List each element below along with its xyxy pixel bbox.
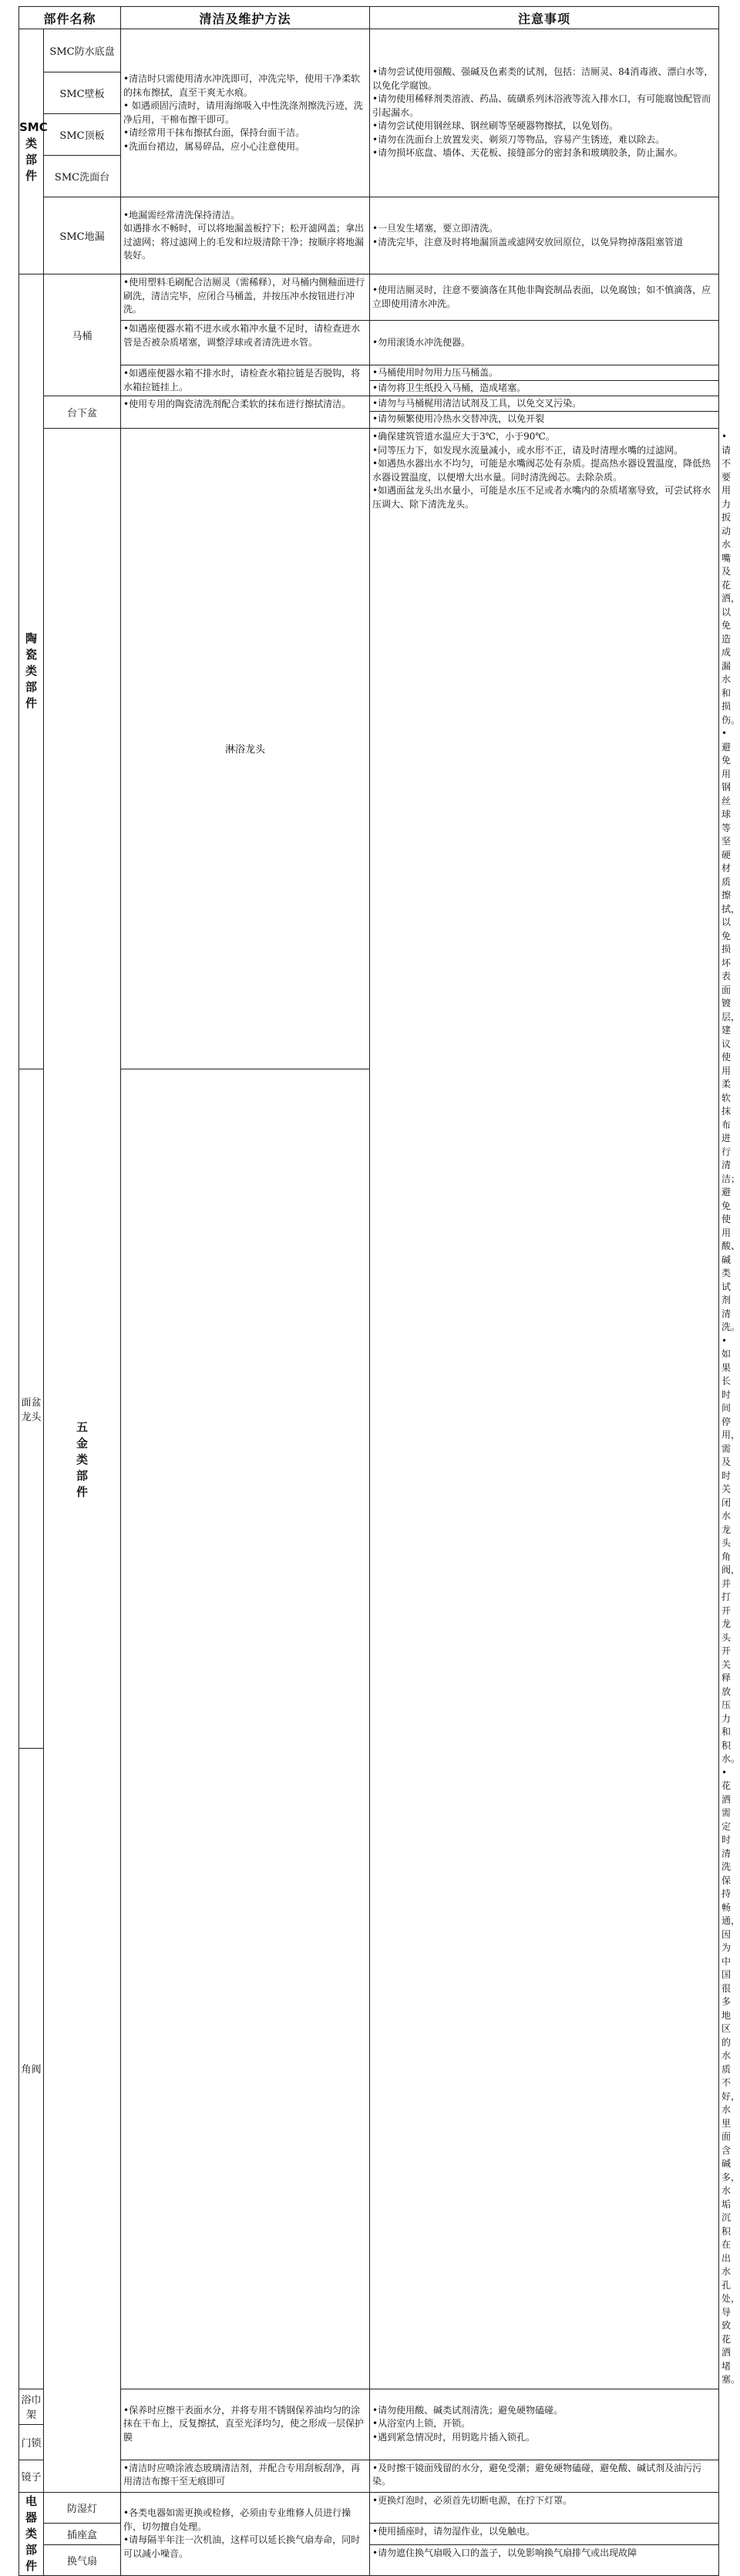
notes-toilet-hot-water [370, 321, 719, 365]
part-smc-top: SMC顶板 [44, 114, 121, 156]
bullet-item: •请勿与马桶梶用清洁试剂及工具，以免交叉污染。 [372, 398, 582, 409]
method-smc [121, 29, 370, 197]
part-socket-box: 插座盒 [44, 2523, 121, 2544]
method-rack-lock [121, 2389, 370, 2460]
method-toilet-drain [121, 365, 370, 396]
notes-toilet-paper [370, 381, 718, 396]
part-smc-base: SMC防水底盘 [44, 29, 121, 72]
bullet-item: •请勿使用稀释剂类溶液、药品、硫磺系列沐浴液等流入排水口，有可能腐蚀配管而引起漏水。 [372, 93, 711, 118]
part-door-lock: 门锁 [19, 2424, 44, 2460]
notes-under-basin-tools [370, 396, 718, 412]
bullet-item: •使用插座时，请勿湿作业，以免触电。 [372, 2525, 536, 2537]
notes-smc-drain [370, 197, 719, 274]
part-smc-wall: SMC壁板 [44, 72, 121, 114]
bullet-item: •请经常用干抹布擦拭台面，保持台面干洁。 [123, 127, 305, 138]
part-under-basin: 台下盆 [44, 396, 121, 429]
part-fan: 换气扇 [44, 2544, 121, 2575]
method-smc-drain [121, 197, 370, 274]
bullet-item: •如遇热水器出水不均匀，可能是水嘴阀芯处有杂质。提高热水器设置温度，降低热水器设置温度，以便增大出水量。同时清洗阀芯。去除杂质。 [372, 458, 711, 483]
notes-toilet-split [370, 365, 719, 396]
bullet-item: •清洗完毕，注意及时将地漏顶盖或滤网安放回原位，以免异物掉落阻塞管道 [372, 236, 684, 247]
category-smc: SMC 类 部 件 [19, 29, 44, 274]
bullet-item: •及时擦干镜面残留的水分，避免受潮；避免硬物磕碰，避免酸、碱试剂及油污污染。 [372, 2462, 702, 2487]
notes-under-basin-temp [370, 412, 718, 426]
bullet-item: •遇到紧急情况时，用钥匙片插入锁孔。 [372, 2431, 536, 2443]
category-hardware: 五 金 类 部 件 [44, 429, 121, 2493]
bullet-item: •请勿尝试使用钢丝球、钢丝刷等坚硬器物擦拭，以免划伤。 [372, 120, 619, 132]
bullet-item: •请勿将卫生纸投入马桶，造成堵塞。 [372, 382, 526, 393]
bullet-item: • 如遇顽固污渍时，请用海绵吸入中性洗涤剂擦洗污迹，洗净后用，干棉布擦干即可。 [123, 100, 363, 125]
method-under-basin [121, 396, 370, 429]
bullet-item: •请勿尝试使用强酸、强碱及色素类的试剂，包括：洁厕灵、84消毒液、漂白水等，以免化学腐蚀。 [372, 66, 714, 91]
notes-smc [370, 29, 719, 197]
part-mirror: 镜子 [19, 2460, 44, 2492]
header-part-name: 部件名称 [19, 7, 121, 29]
bullet-item: •洗面台裙边，属易碎品，应小心注意使用。 [123, 140, 305, 152]
bullet-item: •马桶使用时勿用力压马桶盖。 [372, 367, 499, 378]
bullet-item: •使用洁厕灵时，注意不要滴落在其他非陶瓷制品表面，以免腐蚀；如不慎滴落，应立即使用清水冲洗。 [372, 285, 711, 309]
bullet-item: •勿用滚烫水冲洗便器。 [372, 336, 471, 348]
part-toilet: 马桶 [44, 274, 121, 396]
bullet-item: •各类电器如需更换或检修，必须由专业维修人员进行操作，切勿擅自处理。 [123, 2507, 352, 2532]
part-basin-tap: 面盆龙头 [19, 1069, 44, 1748]
bullet-item: •使用塑料毛刷配合洁厕灵（需稀释），对马桶内侧釉面进行刷洗，清洁完毕，应闭合马桶盖，并按压冲水按钮进行冲洗。 [123, 277, 365, 315]
bullet-item: •请勿频繁使用冷热水交替冲洗，以免开裂 [372, 413, 545, 424]
bullet-item: •请勿使用酸、碱类试剂清洗；避免硬物磕碰。 [372, 2404, 563, 2416]
bullet-item: •地漏需经常清洗保持清洁。 [123, 209, 240, 221]
notes-toilet-cleaner [370, 274, 719, 321]
table-header-row [19, 7, 719, 29]
header-method: 清洁及维护方法 [121, 7, 370, 29]
method-electric [121, 2492, 370, 2575]
bullet-item: •一旦发生堵塞，要立即清洗。 [372, 223, 499, 234]
bullet-item: •请每隔半年注一次机油，这样可以延长换气扇寿命，同时可以减小噪音。 [123, 2534, 361, 2559]
part-shower-tap: 淋浴龙头 [121, 429, 370, 1069]
bullet-item: •同等压力下，如发现水流量减小，或水形不正，请及时清理水嘴的过滤网。 [372, 444, 684, 456]
method-toilet-brush [121, 274, 370, 321]
bullet-item: •如遇座便器水箱不排水时，请检查水箱拉链是否脱钩，将水箱拉链挂上。 [123, 368, 361, 392]
part-smc-basin: SMC洗面台 [44, 156, 121, 197]
bullet-item: •清洁时应喷涂液态玻璃清洁剂，并配合专用刮板刮净，再用清洁布擦干至无痕即可 [123, 2462, 361, 2487]
notes-toilet-lid [370, 365, 718, 381]
bullet-item: •请勿在洗面台上放置发夹、剃须刀等物品，容易产生锈迹，难以除去。 [372, 133, 665, 145]
method-taps [370, 429, 719, 2389]
notes-socket [370, 2523, 719, 2544]
bullet-item: •如遇座便器水箱不进水或水箱冲水量不足时，请检查进水管是否被杂质堵塞，调整浮球或者清洗进水管。 [123, 323, 361, 348]
bullet-item: •如遇面盆龙头出水量小，可能是水压不足或者水嘴内的杂质堵塞导致，可尝试将水压调大、除下清洗龙头。 [372, 485, 711, 510]
method-toilet-inlet [121, 321, 370, 365]
method-mirror [121, 2460, 370, 2492]
bullet-item: •从浴室内上锁，开锁。 [372, 2418, 471, 2430]
category-electric: 电 器 类 部 件 [19, 2492, 44, 2575]
bullet-item: •保养时应擦干表面水分，并将专用不锈钢保养油均匀的涂抹在干布上，反复擦拭，直至光泽均匀，使之形成一层保护膜 [123, 2404, 365, 2443]
bullet-item: •更换灯泡时，必须首先切断电源，在拧下灯罩。 [372, 2494, 573, 2506]
notes-fan [370, 2544, 719, 2575]
header-notes: 注意事项 [370, 7, 719, 29]
part-angle-valve: 角阀 [19, 1748, 44, 2389]
notes-mirror [370, 2460, 719, 2492]
part-moisture-lamp: 防湿灯 [44, 2492, 121, 2523]
part-towel-rack: 浴巾架 [19, 2389, 44, 2424]
bullet-item: •请勿遮住换气扇吸入口的盖子，以免影响换气扇排气或出现故障 [372, 2547, 637, 2558]
bullet-item: 如遇排水不畅时，可以将地漏盖板拧下；松开滤网盖；拿出过滤网；将过滤网上的毛发和垃圾清除干净；按顺序将地漏装好。 [123, 223, 365, 261]
notes-lamp [370, 2492, 719, 2523]
notes-under-basin-split [370, 396, 719, 429]
category-ceramic: 陶 瓷 类 部 件 [19, 274, 44, 1069]
notes-rack-lock [370, 2389, 719, 2460]
maintenance-table: 部件名称 清洁及维护方法 注意事项 SMC 类 部 件 SMC防水底盘 •清洁时只需使用清水冲洗即可，冲洗完毕，使用干净柔软的抹布擦拭，直至干爽无水痕。 • 如遇顽固污渍时，请用海绵吸入中性洗涤剂擦洗污迹，洗净后用，干棉布擦干即可。 •请经常用干抹布擦拭台面，保持台面干洁。 •洗面台裙边，属易碎品，应小心注意使用。 •请勿尝试使用强酸、强碱及色素类的试剂，包括：洁厕灵、84消毒液、漂白水等，以免化学腐蚀。 •请勿使用稀释剂类溶液、药品、硫磺系列沐浴液等流入排水口，有可能腐蚀配管而引起漏水。 •请勿尝试使用钢丝球、钢丝刷等坚硬器物擦拭，以免划伤。 •请勿在洗面台上放置发夹、剃须刀等物品，容易产生锈迹，难以除去。 •请勿损坏底盘、墙体、天花板、接缝部分的密封条和玻璃胶条，防止漏水。 SMC壁板 SMC顶板 SMC洗面台 SMC地漏 •地漏需经常清洗保持清洁。 如遇排水不畅时，可以将地漏盖板拧下；松开滤网盖；拿出过滤网；将过滤网上的毛发和垃圾清除干净；按顺序将地漏装好。 •一旦发生堵塞，要立即清洗。 •清洗完毕，注意及时将地漏顶盖或滤网安放回原位，以免异物掉落阻塞管道 陶 瓷 类 部 件 马桶 •使用塑料毛刷配合洁厕灵（需稀释），对马桶内侧釉面进行刷洗，清洁完毕，应闭合马桶盖，并按压冲水按钮进行冲洗。 •使用洁厕灵时，注意不要滴落在其他非陶瓷制品表面，以免腐蚀；如不慎滴落，应立即使用清水冲洗。 •如遇座便器水箱不进水或水箱冲水量不足时，请检查进水管是否被杂质堵塞，调整浮球或者清洗进水管。 •勿用滚烫水冲洗便器。 •如遇座便器水箱不排水时，请检查水箱拉链是否脱钩，将水箱拉链挂上。 •马桶使用时勿用力压马桶盖。 •请勿将卫生纸投入马桶，造成堵塞。 台下盆 •使用专用的陶瓷清洗剂配合柔软的抹布进行擦拭清洁。 •请勿与马桶梶用清洁试剂及工具，以免交叉污染。 •请勿频繁使用冷热水交替冲洗，以免开裂 五 金 类 部 件 淋浴龙头 •确保建筑管道水温应大于3℃，小于90℃。 •同等压力下，如发现水流量减小，或水形不正，请及时清理水嘴的过滤网。 •如遇热水器出水不均匀，可能是水嘴阀芯处有杂质。提高热水器设置温度，降低热水器设置温度，以便增大出水量。同时清洗阀芯。去除杂质。 •如遇面盆龙头出水量小，可能是水压不足或者水嘴内的杂质堵塞导致，可尝试将水压调大、除下清洗龙头。 •请不要用力扳动水嘴及花洒，以免造成漏水和损伤。 •避免用钢丝球等坚硬材质擦拭，以免损坏表面镀层，建议使用柔软抹布进行清洁；避免使用酸、碱类试剂清洗。 •如果长时间停用，需及时关闭水龙头角阀，并打开龙头开关释放压力和积水。 •花洒需定时清洗保持畅通，因为中国很多地区的水质不好，水里面含碱多，水垢沉积在出水孔处，导致花洒堵塞。 面盆龙头 角阀 浴巾架 •保养时应擦干表面水分，并将专用不锈钢保养油均匀的涂抹在干布上，反复擦拭，直至光泽均匀，使之形成一层保护膜 •请勿使用酸、碱类试剂清洗；避免硬物磕碰。 •从浴室内上锁，开锁。 •遇到紧急情况时，用钥匙片插入锁孔。 门锁 镜子 •清洁时应喷涂液态玻璃清洁剂，并配合专用刮板刮净，再用清洁布擦干至无痕即可 •及时擦干镜面残留的水分，避免受潮；避免硬物磕碰，避免酸、碱试剂及油污污染。 电 器 类 部 件 防湿灯 •各类电器如需更换或检修，必须由专业维修人员进行操作，切勿擅自处理。 •请每隔半年注一次机油，这样可以延长换气扇寿命，同时可以减小噪音。 •更换灯泡时，必须首先切断电源，在拧下灯罩。 插座盒 •使用插座时，请勿湿作业，以免触电。 换气扇 •请勿遮住换气扇吸入口的盖子，以免影响换气扇排气或出现故障 [18, 6, 718, 2576]
bullet-item: •清洁时只需使用清水冲洗即可，冲洗完毕，使用干净柔软的抹布擦拭，直至干爽无水痕。 [123, 73, 361, 98]
bullet-item: •使用专用的陶瓷清洗剂配合柔软的抹布进行擦拭清洁。 [123, 399, 352, 409]
bullet-item: •确保建筑管道水温应大于3℃，小于90℃。 [372, 431, 555, 442]
part-smc-drain: SMC地漏 [44, 197, 121, 274]
bullet-item: •请勿损坏底盘、墙体、天花板、接缝部分的密封条和玻璃胶条，防止漏水。 [372, 147, 684, 159]
